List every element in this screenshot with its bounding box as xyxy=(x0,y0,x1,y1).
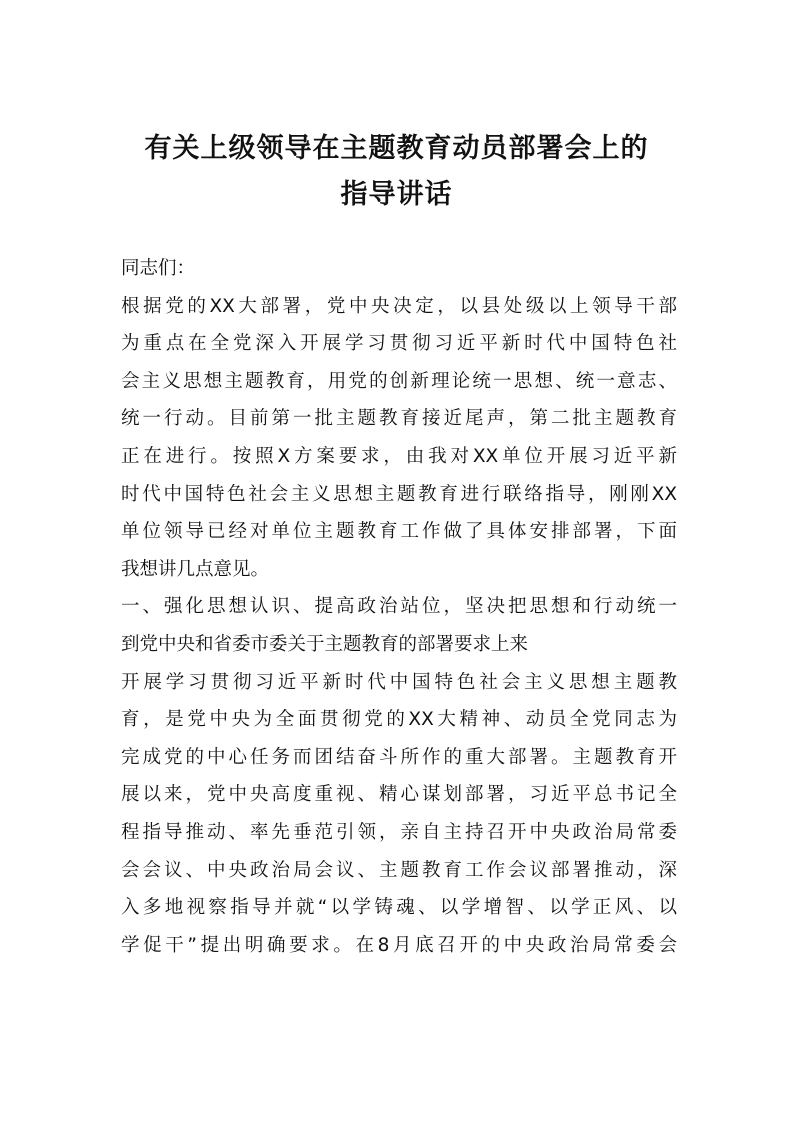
paragraph xyxy=(121,664,677,965)
greeting: 同志们： xyxy=(121,258,196,279)
document-title-line-1: 有关上级领导在主题教育动员部署会上的 xyxy=(144,133,649,164)
text-line: 开展学习贯彻习近平新时代中国特色社会主义思想主题教 xyxy=(121,671,677,693)
text-line: 正在进行。按照X方案要求，由我对XX单位开展习近平新 xyxy=(121,445,677,467)
text-line: 统一行动。目前第一批主题教育接近尾声，第二批主题教育 xyxy=(121,408,677,430)
text-line: 单位领导已经对单位主题教育工作做了具体安排部署，下面 xyxy=(121,521,677,543)
text-line: 展以来，党中央高度重视、精心谋划部署，习近平总书记全 xyxy=(121,784,677,806)
text-line: 程指导推动、率先垂范引领，亲自主持召开中央政治局常委 xyxy=(121,821,677,843)
text-line: 学促干”提出明确要求。在8月底召开的中央政治局常委会 xyxy=(121,934,677,956)
text-line: 时代中国特色社会主义思想主题教育进行联络指导，刚刚XX xyxy=(121,483,677,505)
paragraph xyxy=(121,288,677,589)
document-title-line-2: 指导讲话 xyxy=(340,179,453,210)
document-body xyxy=(121,250,677,964)
text-line: 我想讲几点意见。 xyxy=(121,558,270,580)
text-line: 一、强化思想认识、提高政治站位，坚决把思想和行动统一 xyxy=(121,596,677,618)
text-line: 会会议、中央政治局会议、主题教育工作会议部署推动，深 xyxy=(121,859,677,881)
text-line: 入多地视察指导并就“以学铸魂、以学增智、以学正风、以 xyxy=(121,897,677,919)
text-line: 育，是党中央为全面贯彻党的XX大精神、动员全党同志为 xyxy=(121,709,677,731)
text-line: 根据党的XX大部署，党中央决定，以县处级以上领导干部 xyxy=(121,295,677,317)
text-line: 完成党的中心任务而团结奋斗所作的重大部署。主题教育开 xyxy=(121,746,677,768)
section-heading xyxy=(121,588,677,663)
text-line: 为重点在全党深入开展学习贯彻习近平新时代中国特色社 xyxy=(121,333,677,355)
text-line: 到党中央和省委市委关于主题教育的部署要求上来 xyxy=(121,633,529,655)
text-line: 会主义思想主题教育，用党的创新理论统一思想、统一意志、 xyxy=(121,370,677,392)
